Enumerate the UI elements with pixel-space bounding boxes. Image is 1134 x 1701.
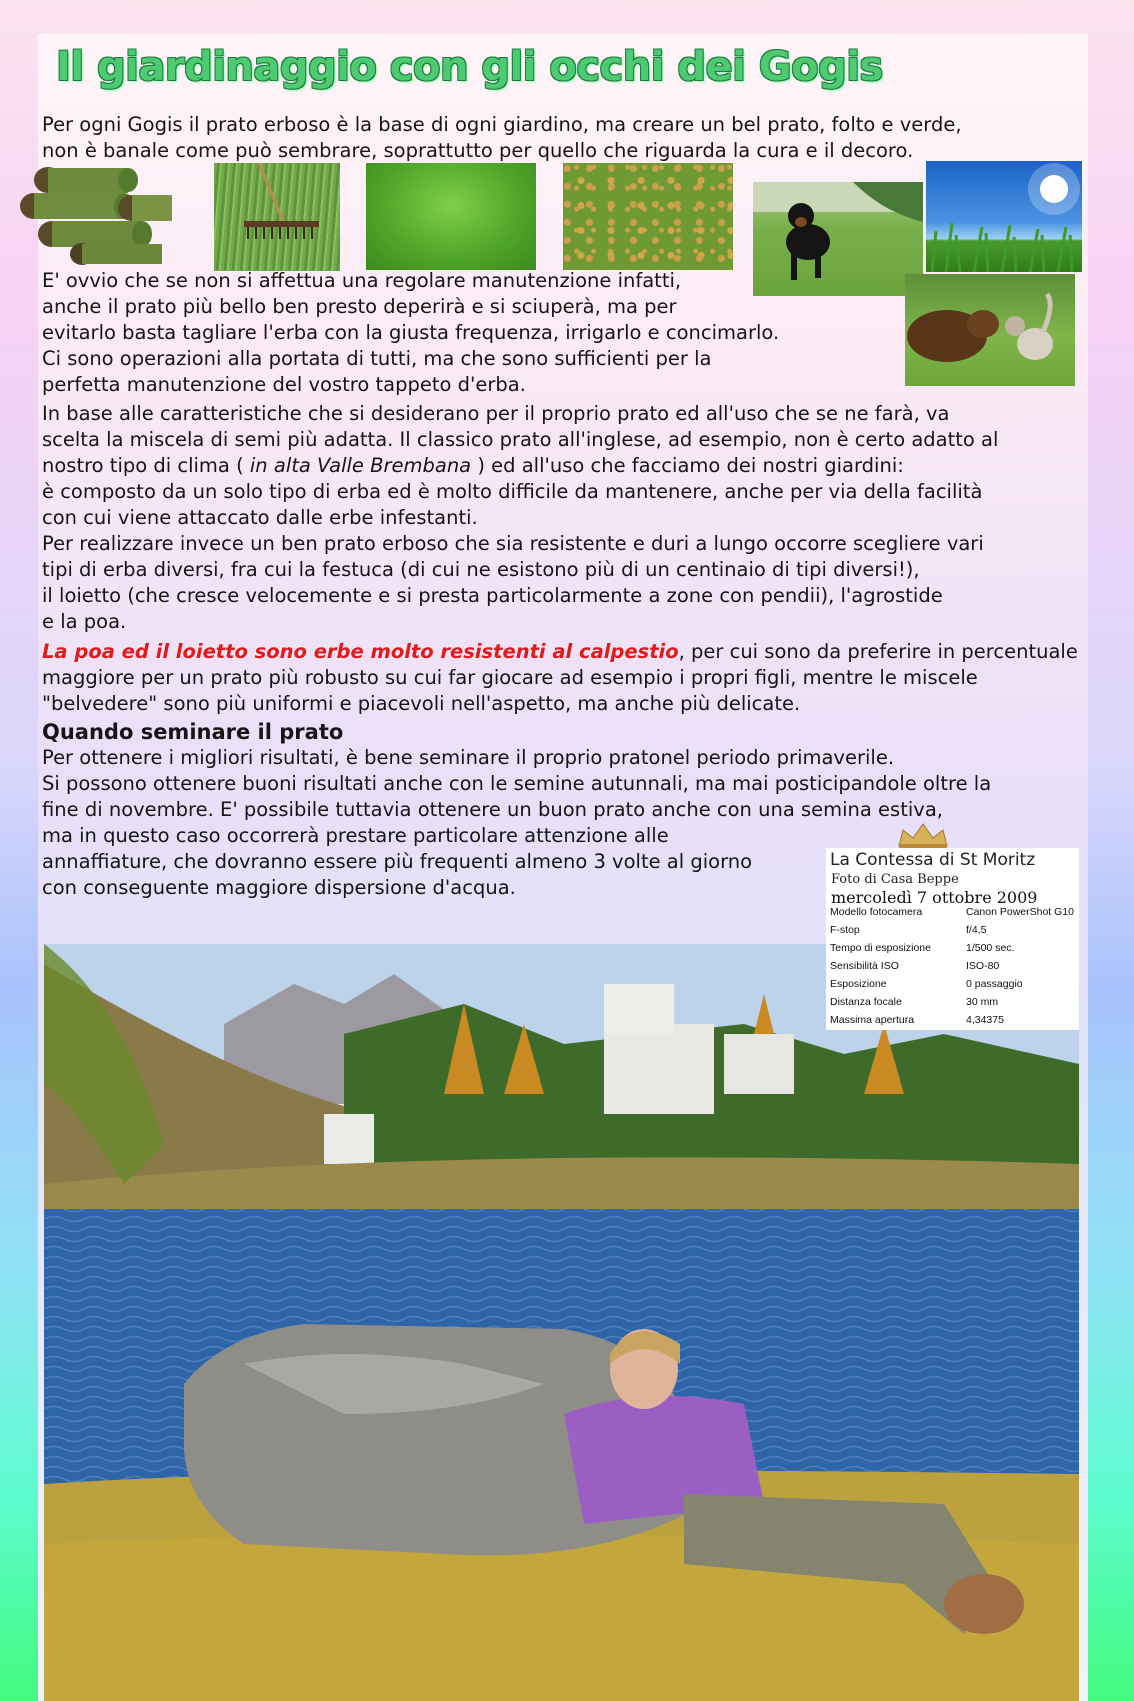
exif-value: Canon PowerShot G10 <box>966 906 1074 918</box>
text-span: nostro tipo di clima ( <box>42 454 250 477</box>
dog-and-kitten-image <box>905 274 1075 386</box>
crown-icon <box>893 820 953 850</box>
exif-table <box>828 903 1076 1029</box>
text-line: ma in questo caso occorrerà prestare particolare attenzione alle <box>42 824 669 847</box>
table-row <box>828 975 1076 993</box>
text-line: anche il prato più bello ben presto deperirà e si sciuperà, ma per <box>42 295 677 318</box>
table-row <box>828 939 1076 957</box>
table-row <box>828 957 1076 975</box>
lawn-rake-image <box>214 163 340 271</box>
text-line: fine di novembre. E' possibile tuttavia ottenere un buon prato anche con una semina estiva, <box>42 798 943 821</box>
lawn-with-leaves-image <box>563 163 733 270</box>
text-line: Per ogni Gogis il prato erboso è la base di ogni giardino, ma creare un bel prato, folto e verde, <box>42 113 962 136</box>
photo-credit: Foto di Casa Beppe <box>831 872 959 887</box>
exif-value: f/4,5 <box>966 924 987 936</box>
text-line: tipi di erba diversi, fra cui la festuca (di cui ne esistono più di un centinaio di tipi diversi!), <box>42 558 920 581</box>
text-line: "belvedere" sono più uniformi e piacevoli nell'aspetto, ma anche più delicate. <box>42 692 801 715</box>
text-line: e la poa. <box>42 610 127 633</box>
text-line: non è banale come può sembrare, soprattutto per quello che riguarda la cura e il decoro. <box>42 139 914 162</box>
maintenance-paragraph <box>42 268 779 398</box>
text-line: Per realizzare invece un ben prato erboso che sia resistente e duri a lungo occorre scegliere vari <box>42 532 984 555</box>
section-heading: Quando seminare il prato <box>42 720 344 744</box>
highlight-red: La poa ed il loietto sono erbe molto resistenti al calpestio <box>42 640 679 663</box>
location-italic: in alta Valle Brembana <box>249 454 472 477</box>
text-span: ) ed all'uso che facciamo dei nostri giardini: <box>471 454 904 477</box>
text-line: con conseguente maggiore dispersione d'acqua. <box>42 876 516 899</box>
grass-and-sun-image <box>926 161 1082 272</box>
table-row <box>828 921 1076 939</box>
seeds-paragraph <box>42 401 998 635</box>
text-line: perfetta manutenzione del vostro tappeto d'erba. <box>42 373 526 396</box>
text-line: annaffiature, che dovranno essere più frequenti almeno 3 volte al giorno <box>42 850 753 873</box>
turf-rolls-image <box>12 158 180 268</box>
exif-value: 1/500 sec. <box>966 942 1015 954</box>
exif-key: Tempo di esposizione <box>830 942 931 954</box>
text-line: Si possono ottenere buoni risultati anche con le semine autunnali, ma mai posticipandole oltre la <box>42 772 992 795</box>
exif-value: ISO-80 <box>966 960 1000 972</box>
exif-key: Sensibilità ISO <box>830 960 899 972</box>
text-line: evitarlo basta tagliare l'erba con la giusta frequenza, irrigarlo e concimarlo. <box>42 321 780 344</box>
page-title: Il giardinaggio con gli occhi dei Gogis <box>56 44 883 90</box>
photo-info-box <box>826 848 1079 1030</box>
text-line <box>42 639 1078 665</box>
table-row <box>828 1011 1076 1029</box>
photo-date: mercoledì 7 ottobre 2009 <box>831 888 1038 907</box>
exif-key: Esposizione <box>830 978 887 990</box>
exif-value: 0 passaggio <box>966 978 1023 990</box>
exif-key: Modello fotocamera <box>830 906 923 918</box>
text-line: E' ovvio che se non si affettua una regolare manutenzione infatti, <box>42 269 682 292</box>
text-line: scelta la miscela di semi più adatta. Il classico prato all'inglese, ad esempio, non è certo adatto al <box>42 428 999 451</box>
text-line: Per ottenere i migliori risultati, è bene seminare il proprio pratonel periodo primaverile. <box>42 746 895 769</box>
text-span: , per cui sono da preferire in percentuale <box>678 640 1078 663</box>
intro-paragraph <box>42 112 962 164</box>
text-line: In base alle caratteristiche che si desiderano per il proprio prato ed all'uso che se ne farà, va <box>42 402 950 425</box>
exif-key: F-stop <box>830 924 860 936</box>
text-line: con cui viene attaccato dalle erbe infestanti. <box>42 506 478 529</box>
text-line: il loietto (che cresce velocemente e si presta particolarmente a zone con pendii), l'agrostide <box>42 584 943 607</box>
exif-value: 30 mm <box>966 996 999 1008</box>
lake-photo <box>44 944 1079 1701</box>
table-row <box>828 993 1076 1011</box>
text-line: maggiore per un prato più robusto su cui far giocare ad esempio i propri figli, mentre le miscele <box>42 666 978 689</box>
photo-subject: La Contessa di St Moritz <box>830 850 1036 870</box>
exif-value: 4,34375 <box>966 1014 1004 1026</box>
text-line <box>42 453 998 479</box>
poa-paragraph <box>42 639 1078 717</box>
text-line: è composto da un solo tipo di erba ed è molto difficile da mantenere, anche per via della facilità <box>42 480 983 503</box>
exif-key: Distanza focale <box>830 996 902 1008</box>
green-lawn-image <box>366 163 536 270</box>
text-line: Ci sono operazioni alla portata di tutti, ma che sono sufficienti per la <box>42 347 712 370</box>
exif-key: Massima apertura <box>830 1014 915 1026</box>
table-row <box>828 903 1076 921</box>
